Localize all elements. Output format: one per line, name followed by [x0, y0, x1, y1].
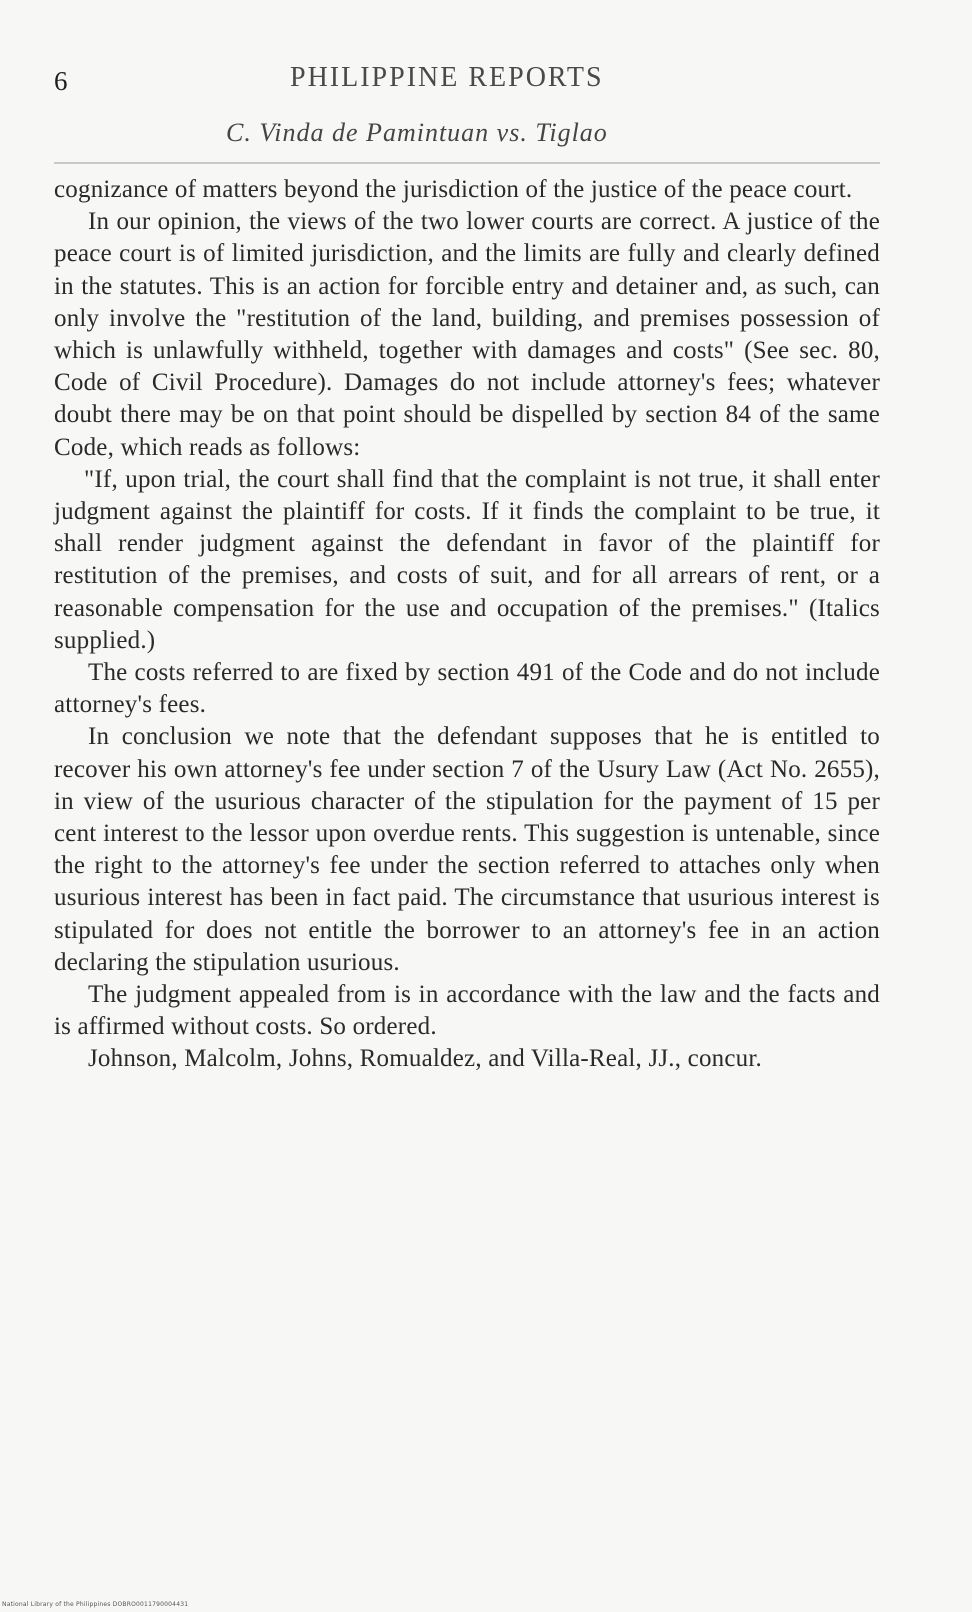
page-number: 6 — [54, 66, 69, 96]
paragraph: cognizance of matters beyond the jurisdiction of the justice of the peace court. — [54, 176, 853, 203]
paragraph: In our opinion, the views of the two lower courts are correct. A justice of the peace court is of limited jurisdiction, and the limits are fully and clearly defined in the statutes. This is an action for forcible entry and detainer and, as such, can only involve the "restitution of the land, building, and premises possession of which is unlawfully withheld, together with damages and costs" (See sec. 80, Code of Civil Procedure). Damages do not include attorney's fees; whatever doubt there may be on that point should be dispelled by section 84 of the same Code, which reads as follows: — [54, 208, 880, 461]
running-title: PHILIPPINE REPORTS — [290, 62, 604, 93]
source-note: National Library of the Philippines DOBRO0011790004431 — [2, 1601, 189, 1608]
page-header — [54, 60, 880, 102]
paragraph: The costs referred to are fixed by section 491 of the Code and do not include attorney's fees. — [54, 659, 880, 719]
body-text — [54, 174, 880, 1076]
case-title: C. Vinda de Pamintuan vs. Tiglao — [226, 118, 608, 147]
paragraph: In conclusion we note that the defendant supposes that he is entitled to recover his own attorney's fee under section 7 of the Usury Law (Act No. 2655), in view of the usurious character of the stipulation for the payment of 15 per cent interest to the lessor upon overdue rents. This suggestion is untenable, since the right to the attorney's fee under the section referred to attaches only when usurious interest has been in fact paid. The circumstance that usurious interest is stipulated for does not entitle the borrower to an attorney's fee in an action declaring the stipulation usurious. — [54, 723, 880, 976]
concurrence: Johnson, Malcolm, Johns, Romualdez, and Villa-Real, JJ., concur. — [88, 1045, 762, 1073]
quoted-paragraph: "If, upon trial, the court shall find that the complaint is not true, it shall enter judgment against the plaintiff for costs. If it finds the complaint to be true, it shall render judgment against the defendant in favor of the plaintiff for restitution of the premises, and costs of suit, and for all arrears of rent, or a reasonable compensation for the use and occupation of the premises." (Italics supplied.) — [54, 465, 880, 654]
header-rule — [54, 162, 880, 164]
document-page — [54, 60, 880, 1073]
paragraph: The judgment appealed from is in accordance with the law and the facts and is affirmed without costs. So ordered. — [54, 981, 880, 1041]
